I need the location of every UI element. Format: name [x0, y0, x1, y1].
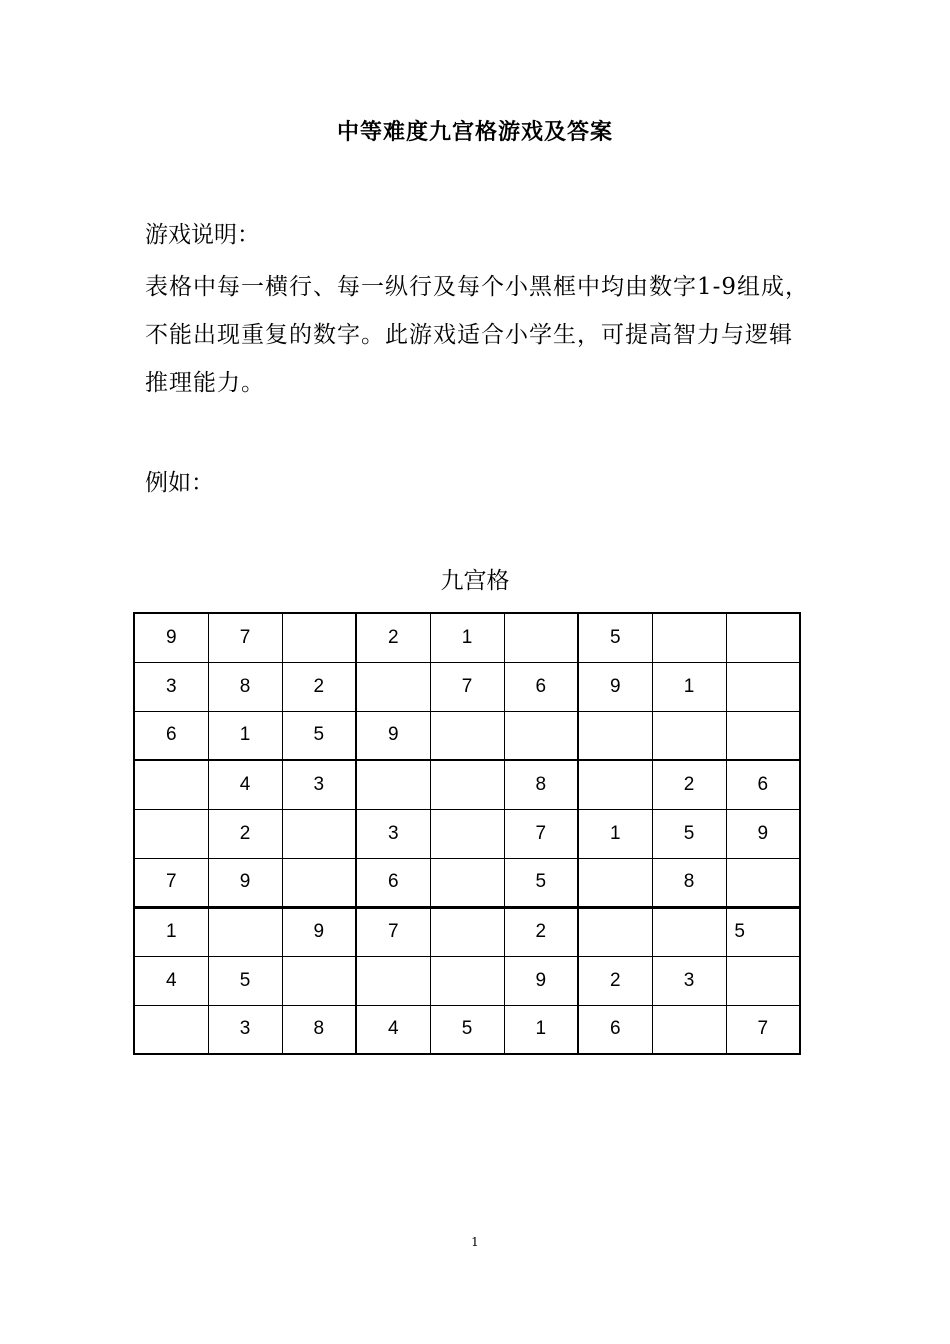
grid-cell: 5 [430, 1005, 504, 1054]
grid-cell: 7 [356, 907, 430, 956]
grid-cell: 2 [282, 662, 356, 711]
grid-cell: 3 [134, 662, 208, 711]
grid-cell: 1 [578, 809, 652, 858]
grid-cell [504, 613, 578, 662]
grid-cell: 1 [504, 1005, 578, 1054]
grid-cell [726, 662, 800, 711]
grid-cell: 8 [504, 760, 578, 809]
grid-cell: 9 [208, 858, 282, 907]
grid-row [134, 907, 800, 956]
grid-cell [652, 613, 726, 662]
grid-row [134, 711, 800, 760]
grid-cell: 7 [504, 809, 578, 858]
grid-cell [282, 613, 356, 662]
grid-cell: 9 [356, 711, 430, 760]
grid-cell: 3 [652, 956, 726, 1005]
grid-cell [504, 711, 578, 760]
grid-cell: 3 [282, 760, 356, 809]
grid-cell [430, 809, 504, 858]
grid-cell: 9 [504, 956, 578, 1005]
grid-cell [726, 613, 800, 662]
page-number: 1 [471, 1235, 479, 1249]
grid-cell [578, 711, 652, 760]
grid-cell: 5 [282, 711, 356, 760]
grid-cell: 7 [430, 662, 504, 711]
grid-cell: 5 [504, 858, 578, 907]
grid-cell [430, 956, 504, 1005]
grid-cell [356, 760, 430, 809]
grid-cell: 2 [578, 956, 652, 1005]
grid-cell: 5 [652, 809, 726, 858]
grid-cell [430, 760, 504, 809]
grid-title: 九宫格 [440, 568, 510, 594]
grid-cell [430, 907, 504, 956]
grid-cell: 9 [282, 907, 356, 956]
grid-cell: 6 [726, 760, 800, 809]
sudoku-grid [133, 612, 801, 1055]
grid-cell: 7 [208, 613, 282, 662]
grid-cell [356, 956, 430, 1005]
grid-cell [282, 956, 356, 1005]
grid-cell [652, 907, 726, 956]
grid-cell [282, 858, 356, 907]
grid-cell: 4 [134, 956, 208, 1005]
grid-cell: 5 [208, 956, 282, 1005]
grid-cell: 9 [726, 809, 800, 858]
grid-cell: 6 [504, 662, 578, 711]
grid-cell [134, 1005, 208, 1054]
grid-cell [726, 956, 800, 1005]
grid-cell: 6 [356, 858, 430, 907]
grid-row [134, 809, 800, 858]
grid-cell: 6 [134, 711, 208, 760]
grid-cell [282, 809, 356, 858]
grid-cell: 1 [134, 907, 208, 956]
grid-cell: 1 [430, 613, 504, 662]
grid-cell: 2 [504, 907, 578, 956]
grid-row [134, 1005, 800, 1054]
grid-cell: 4 [208, 760, 282, 809]
grid-cell [208, 907, 282, 956]
grid-cell: 3 [208, 1005, 282, 1054]
grid-cell: 4 [356, 1005, 430, 1054]
grid-cell: 2 [208, 809, 282, 858]
grid-cell [578, 858, 652, 907]
grid-cell: 3 [356, 809, 430, 858]
grid-cell: 1 [208, 711, 282, 760]
grid-cell: 2 [652, 760, 726, 809]
grid-cell [578, 760, 652, 809]
grid-cell: 8 [652, 858, 726, 907]
grid-cell: 9 [134, 613, 208, 662]
grid-cell [726, 711, 800, 760]
grid-row [134, 662, 800, 711]
grid-cell: 7 [726, 1005, 800, 1054]
grid-cell [430, 858, 504, 907]
grid-cell [430, 711, 504, 760]
grid-cell: 8 [208, 662, 282, 711]
grid-cell: 7 [134, 858, 208, 907]
grid-cell [134, 809, 208, 858]
grid-cell: 6 [578, 1005, 652, 1054]
grid-cell [652, 1005, 726, 1054]
grid-cell: 1 [652, 662, 726, 711]
grid-cell: 5 [726, 907, 800, 956]
grid-row [134, 956, 800, 1005]
section-label: 游戏说明： [145, 222, 260, 248]
grid-cell [726, 858, 800, 907]
grid-cell: 5 [578, 613, 652, 662]
grid-cell: 8 [282, 1005, 356, 1054]
grid-cell [652, 711, 726, 760]
grid-cell [578, 907, 652, 956]
grid-cell: 2 [356, 613, 430, 662]
instructions-text: 表格中每一横行、每一纵行及每个小黑框中均由数字1-9组成，不能出现重复的数字。此游戏适合小学生，可提高智力与逻辑推理能力。 [145, 274, 810, 396]
grid-row [134, 613, 800, 662]
grid-row [134, 760, 800, 809]
document-title: 中等难度九宫格游戏及答案 [336, 120, 613, 145]
grid-cell: 9 [578, 662, 652, 711]
example-label: 例如： [145, 470, 214, 496]
grid-row [134, 858, 800, 907]
grid-cell [356, 662, 430, 711]
grid-cell [134, 760, 208, 809]
